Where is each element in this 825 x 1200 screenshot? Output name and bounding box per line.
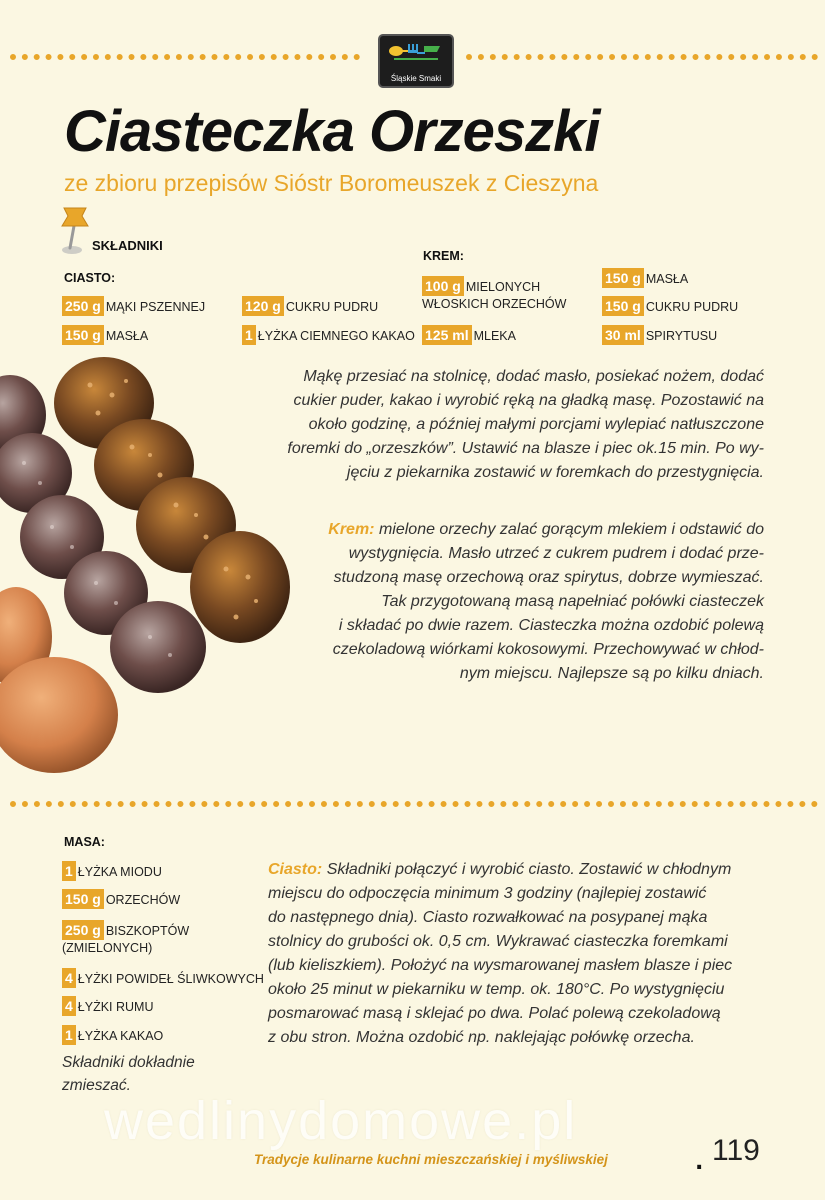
ciasto-label: Ciasto: <box>268 861 323 878</box>
ingredient-qty: 4 <box>62 968 76 988</box>
watermark: wedlinydomowe.pl <box>104 1091 578 1151</box>
recipe-line: do następnego dnia). Ciasto rozwałkować na posypanej mąka <box>268 909 708 926</box>
ingredient-qty: 150 g <box>602 268 644 288</box>
ciasto-item-cocoa <box>242 325 415 346</box>
recipe-line: i składać po dwie razem. Ciasteczka można ozdobić polewą <box>338 617 764 634</box>
ingredient-name: ŁYŻKA KAKAO <box>77 1029 164 1043</box>
recipe-line-text: mielone orzechy zalać gorącym mlekiem i odstawić do <box>378 521 764 538</box>
recipe-line: jęciu z piekarnika zostawić w foremkach do przestygnięcia. <box>346 464 764 481</box>
pushpin-icon <box>56 204 96 260</box>
recipe-line: około 25 minut w piekarniku w temp. ok. 180°C. Po wystygnięciu <box>268 981 725 998</box>
ingredient-qty: 4 <box>62 996 76 1016</box>
recipe-line: nym miejscu. Najlepsze są po kilku dniach. <box>459 665 764 682</box>
ingredient-name: BISZKOPTÓW (ZMIELONYCH) <box>62 924 190 955</box>
page-subtitle: ze zbioru przepisów Sióstr Boromeuszek z Cieszyna <box>64 170 599 196</box>
masa-item-rum <box>62 996 154 1017</box>
recipe-line: studzoną masę orzechową oraz spirytus, dobrze wymieszać. <box>333 569 764 586</box>
ingredient-name: MĄKI PSZENNEJ <box>105 300 206 314</box>
ingredient-name: CUKRU PUDRU <box>285 300 379 314</box>
krem-item-walnuts <box>422 276 592 313</box>
logo-text: Śląskie Smaki <box>390 74 442 83</box>
ciasto-item-butter <box>62 325 148 346</box>
ciasto-header: CIASTO: <box>64 271 116 285</box>
recipe-line: cukier puder, kakao i wyrobić ręką na gładką masę. Pozostawić na <box>293 392 764 409</box>
recipe-line: foremki do „orzeszków”. Ustawić na blasze i piec ok.15 min. Po wy- <box>287 440 764 457</box>
krem-item-sugar <box>602 296 738 317</box>
ingredient-name: MIELONYCH WŁOSKICH ORZECHÓW <box>422 280 567 311</box>
recipe-line: z obu stron. Można ozdobić np. naklejając połówkę orzecha. <box>268 1029 695 1046</box>
masa-item-jam <box>62 968 264 989</box>
ciasto-item-sugar <box>242 296 378 317</box>
ingredient-name: SPIRYTUSU <box>645 329 718 343</box>
masa-item-biscuits <box>62 920 212 957</box>
masa-item-nuts <box>62 889 180 910</box>
page-number: 119 <box>712 1134 760 1167</box>
krem-label: Krem: <box>328 521 375 538</box>
krem-header: KREM: <box>423 249 464 263</box>
krem-item-milk <box>422 325 516 346</box>
page-title: Ciasteczka Orzeszki <box>64 99 600 164</box>
krem-item-butter <box>602 268 688 289</box>
recipe-line: Tak przygotowaną masą napełniać połówki ciasteczek <box>381 593 764 610</box>
masa-note: Składniki dokładnie zmieszać. <box>62 1054 195 1094</box>
ingredient-qty: 1 <box>62 1025 76 1045</box>
recipe-instructions-krem <box>252 518 764 686</box>
ingredient-qty: 100 g <box>422 276 464 296</box>
ingredient-name: ŁYŻKI RUMU <box>77 1000 154 1014</box>
ingredient-name: ORZECHÓW <box>105 893 181 907</box>
recipe-instructions-ciasto <box>236 365 764 485</box>
ingredient-qty: 150 g <box>62 325 104 345</box>
ingredient-name: MASŁA <box>645 272 689 286</box>
ingredient-name: ŁYŻKA MIODU <box>77 865 162 879</box>
recipe-line: posmarować masą i sklejać po dwa. Polać polewą czekoladową <box>268 1005 721 1022</box>
recipe-instructions-ciasto-2 <box>268 858 768 1050</box>
recipe-line: miejscu do odpoczęcia minimum 3 godziny (najlepiej zostawić <box>268 885 707 902</box>
recipe-line <box>268 858 768 882</box>
recipe-line: (lub kieliszkiem). Położyć na wysmarowanej masłem blasze i piec <box>268 957 733 974</box>
masa-item-honey <box>62 861 162 882</box>
ingredient-qty: 30 ml <box>602 325 644 345</box>
recipe-line: około godzinę, a później małymi porcjami wylepiać natłuszczone <box>308 416 764 433</box>
ingredient-qty: 250 g <box>62 296 104 316</box>
recipe-line-text: Składniki połączyć i wyrobić ciasto. Zostawić w chłodnym <box>326 861 732 878</box>
recipe-line: wystygnięcia. Masło utrzeć z cukrem pudrem i dodać prze- <box>348 545 764 562</box>
ingredient-qty: 150 g <box>62 889 104 909</box>
recipe-line: Mąkę przesiać na stolnicę, dodać masło, posiekać nożem, dodać <box>303 368 764 385</box>
ingredient-qty: 1 <box>62 861 76 881</box>
ingredient-qty: 1 <box>242 325 256 345</box>
ciasto-item-flour <box>62 296 205 317</box>
top-divider-left <box>10 54 360 60</box>
ingredient-qty: 120 g <box>242 296 284 316</box>
recipe-line: czekoladową wiórkami kokosowymi. Przechowywać w chłod- <box>332 641 764 658</box>
footer-text: Tradycje kulinarne kuchni mieszczańskiej i myśliwskiej <box>254 1152 608 1167</box>
ingredient-name: MLEKA <box>473 329 516 343</box>
masa-header: MASA: <box>64 835 105 849</box>
top-divider-right <box>466 54 818 60</box>
ingredient-name: CUKRU PUDRU <box>645 300 739 314</box>
slaskie-smaki-logo <box>378 34 454 88</box>
ingredient-name: ŁYŻKI POWIDEŁ ŚLIWKOWYCH <box>77 972 264 986</box>
cutlery-icon <box>386 40 444 68</box>
section-divider <box>10 801 818 807</box>
ingredient-name: MASŁA <box>105 329 149 343</box>
ingredient-name: ŁYŻKA CIEMNEGO KAKAO <box>257 329 415 343</box>
footer-dot: . <box>695 1150 704 1175</box>
ingredient-qty: 125 ml <box>422 325 472 345</box>
recipe-line <box>252 518 764 542</box>
ingredients-heading: SKŁADNIKI <box>92 238 163 253</box>
recipe-line: stolnicy do grubości ok. 0,5 cm. Wykrawać ciasteczka foremkami <box>268 933 728 950</box>
masa-item-cocoa <box>62 1025 163 1046</box>
ingredient-qty: 150 g <box>602 296 644 316</box>
ingredient-qty: 250 g <box>62 920 104 940</box>
krem-item-spirit <box>602 325 717 346</box>
